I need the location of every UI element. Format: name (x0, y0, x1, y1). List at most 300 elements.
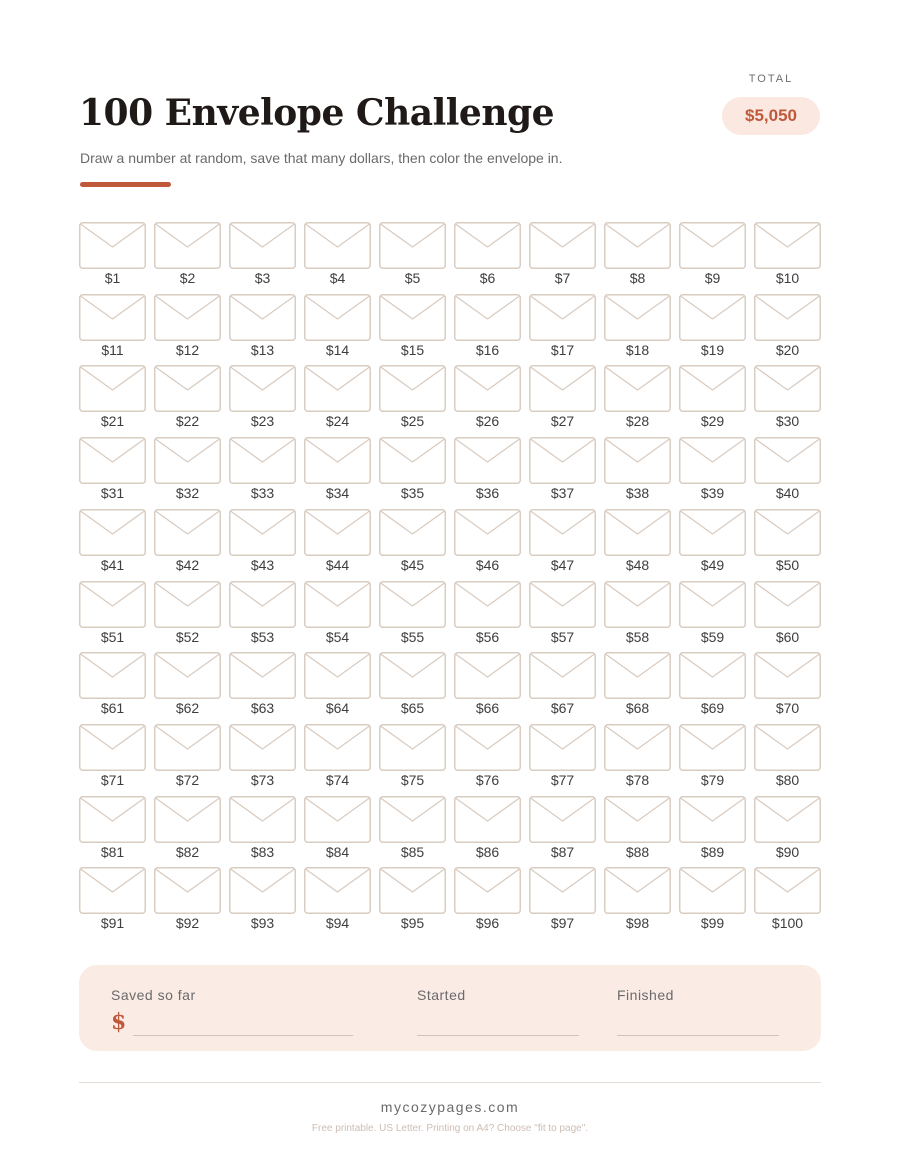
envelope-amount: $58 (625, 628, 650, 645)
envelope-icon (154, 509, 221, 556)
envelope-35[interactable] (379, 437, 446, 501)
envelope-icon (679, 652, 746, 699)
envelope-96[interactable] (454, 867, 521, 931)
envelope-amount: $47 (550, 556, 575, 573)
envelope-74[interactable] (304, 724, 371, 788)
envelope-amount: $32 (175, 485, 200, 502)
envelope-icon (754, 365, 821, 412)
envelope-amount: $76 (475, 771, 500, 788)
footer-site[interactable]: mycozypages.com (380, 1099, 520, 1115)
envelope-28[interactable] (604, 365, 671, 429)
envelope-icon (79, 509, 146, 556)
envelope-56[interactable] (454, 581, 521, 645)
envelope-icon (754, 867, 821, 914)
envelope-icon (154, 294, 221, 341)
envelope-icon (379, 365, 446, 412)
envelope-amount: $11 (101, 341, 124, 358)
envelope-86[interactable] (454, 796, 521, 860)
envelope-31[interactable] (79, 437, 146, 501)
envelope-amount: $1 (104, 270, 121, 286)
envelope-9[interactable] (679, 222, 746, 286)
envelope-amount: $8 (629, 270, 646, 286)
envelope-amount: $12 (175, 341, 200, 358)
envelope-58[interactable] (604, 581, 671, 645)
envelope-amount: $41 (100, 556, 125, 573)
envelope-98[interactable] (604, 867, 671, 931)
envelope-amount: $3 (254, 270, 271, 286)
envelope-4[interactable] (304, 222, 371, 286)
footer-divider (79, 1082, 821, 1083)
envelope-amount: $96 (475, 915, 500, 932)
envelope-52[interactable] (154, 581, 221, 645)
envelope-80[interactable] (754, 724, 821, 788)
envelope-60[interactable] (754, 581, 821, 645)
envelope-82[interactable] (154, 796, 221, 860)
envelope-icon (679, 509, 746, 556)
envelope-icon (454, 581, 521, 628)
saved-so-far-field[interactable] (133, 1035, 353, 1036)
envelope-26[interactable] (454, 365, 521, 429)
envelope-icon (754, 509, 821, 556)
envelope-icon (304, 365, 371, 412)
envelope-71[interactable] (79, 724, 146, 788)
envelope-amount: $89 (700, 843, 725, 860)
envelope-icon (754, 294, 821, 341)
envelope-19[interactable] (679, 294, 746, 358)
envelope-icon (154, 365, 221, 412)
envelope-amount: $62 (175, 700, 200, 717)
envelope-8[interactable] (604, 222, 671, 286)
envelope-amount: $50 (775, 556, 800, 573)
started-date-field[interactable] (417, 1035, 579, 1036)
envelope-icon (154, 581, 221, 628)
envelope-24[interactable] (304, 365, 371, 429)
finished-label: Finished (617, 987, 674, 1003)
envelope-icon (454, 867, 521, 914)
envelope-amount: $74 (325, 771, 350, 788)
envelope-icon (304, 652, 371, 699)
envelope-icon (529, 581, 596, 628)
envelope-amount: $23 (250, 413, 275, 430)
envelope-93[interactable] (229, 867, 296, 931)
envelope-icon (379, 652, 446, 699)
envelope-icon (304, 222, 371, 269)
saved-so-far-label: Saved so far (111, 987, 196, 1003)
envelope-43[interactable] (229, 509, 296, 573)
envelope-icon (604, 509, 671, 556)
envelope-39[interactable] (679, 437, 746, 501)
envelope-icon (454, 294, 521, 341)
envelope-77[interactable] (529, 724, 596, 788)
envelope-icon (154, 796, 221, 843)
envelope-amount: $46 (475, 556, 500, 573)
envelope-amount: $19 (700, 341, 725, 358)
envelope-17[interactable] (529, 294, 596, 358)
envelope-amount: $15 (400, 341, 425, 358)
envelope-amount: $75 (400, 771, 425, 788)
envelope-icon (754, 437, 821, 484)
envelope-icon (754, 652, 821, 699)
envelope-amount: $14 (325, 341, 350, 358)
envelope-icon (304, 294, 371, 341)
envelope-amount: $17 (550, 341, 575, 358)
envelope-amount: $49 (700, 556, 725, 573)
envelope-amount: $16 (475, 341, 500, 358)
envelope-47[interactable] (529, 509, 596, 573)
envelope-icon (379, 724, 446, 771)
envelope-icon (679, 581, 746, 628)
envelope-amount: $64 (325, 700, 350, 717)
accent-divider (80, 182, 171, 187)
envelope-amount: $35 (400, 485, 425, 502)
envelope-97[interactable] (529, 867, 596, 931)
envelope-icon (304, 867, 371, 914)
envelope-amount: $95 (400, 915, 425, 932)
envelope-icon (604, 867, 671, 914)
envelope-icon (679, 796, 746, 843)
envelope-87[interactable] (529, 796, 596, 860)
envelope-57[interactable] (529, 581, 596, 645)
dollar-sign: $ (111, 1009, 127, 1035)
envelope-66[interactable] (454, 652, 521, 716)
envelope-icon (229, 509, 296, 556)
envelope-amount: $77 (550, 771, 575, 788)
envelope-amount: $66 (475, 700, 500, 717)
envelope-icon (454, 796, 521, 843)
envelope-amount: $83 (250, 843, 275, 860)
finished-date-field[interactable] (617, 1035, 779, 1036)
envelope-icon (229, 652, 296, 699)
envelope-icon (529, 509, 596, 556)
envelope-icon (604, 724, 671, 771)
envelope-icon (679, 365, 746, 412)
envelope-icon (604, 581, 671, 628)
envelope-amount: $97 (550, 915, 575, 932)
envelope-amount: $71 (100, 771, 125, 788)
page-title: 100 Envelope Challenge (79, 92, 555, 134)
envelope-amount: $55 (400, 628, 425, 645)
envelope-63[interactable] (229, 652, 296, 716)
envelope-amount: $86 (475, 843, 500, 860)
envelope-grid (79, 222, 821, 942)
envelope-100[interactable] (754, 867, 821, 931)
progress-panel (79, 965, 821, 1051)
envelope-44[interactable] (304, 509, 371, 573)
envelope-amount: $38 (625, 485, 650, 502)
envelope-amount: $65 (400, 700, 425, 717)
envelope-icon (229, 365, 296, 412)
envelope-95[interactable] (379, 867, 446, 931)
envelope-icon (229, 437, 296, 484)
envelope-amount: $59 (700, 628, 725, 645)
envelope-72[interactable] (154, 724, 221, 788)
envelope-icon (529, 867, 596, 914)
envelope-41[interactable] (79, 509, 146, 573)
envelope-amount: $25 (400, 413, 425, 430)
envelope-amount: $39 (700, 485, 725, 502)
envelope-amount: $4 (329, 270, 346, 286)
envelope-37[interactable] (529, 437, 596, 501)
envelope-34[interactable] (304, 437, 371, 501)
envelope-53[interactable] (229, 581, 296, 645)
envelope-icon (229, 581, 296, 628)
envelope-amount: $36 (475, 485, 500, 502)
envelope-amount: $80 (775, 771, 800, 788)
envelope-icon (229, 294, 296, 341)
envelope-amount: $69 (700, 700, 725, 717)
envelope-amount: $61 (100, 700, 125, 717)
envelope-amount: $43 (250, 556, 275, 573)
envelope-amount: $63 (250, 700, 275, 717)
envelope-icon (679, 437, 746, 484)
envelope-icon (379, 222, 446, 269)
envelope-6[interactable] (454, 222, 521, 286)
envelope-89[interactable] (679, 796, 746, 860)
envelope-68[interactable] (604, 652, 671, 716)
envelope-icon (229, 222, 296, 269)
envelope-amount: $18 (625, 341, 650, 358)
envelope-29[interactable] (679, 365, 746, 429)
envelope-3[interactable] (229, 222, 296, 286)
envelope-92[interactable] (154, 867, 221, 931)
envelope-amount: $67 (550, 700, 575, 717)
envelope-79[interactable] (679, 724, 746, 788)
envelope-75[interactable] (379, 724, 446, 788)
envelope-amount: $34 (325, 485, 350, 502)
envelope-76[interactable] (454, 724, 521, 788)
envelope-icon (379, 581, 446, 628)
envelope-amount: $68 (625, 700, 650, 717)
envelope-icon (379, 294, 446, 341)
envelope-amount: $54 (325, 628, 350, 645)
envelope-amount: $51 (100, 628, 125, 645)
envelope-51[interactable] (79, 581, 146, 645)
envelope-90[interactable] (754, 796, 821, 860)
envelope-icon (79, 581, 146, 628)
envelope-amount: $91 (100, 915, 125, 932)
envelope-icon (229, 867, 296, 914)
envelope-icon (154, 222, 221, 269)
total-badge: $5,050 (722, 97, 820, 135)
envelope-amount: $73 (250, 771, 275, 788)
envelope-64[interactable] (304, 652, 371, 716)
envelope-icon (529, 437, 596, 484)
envelope-icon (304, 509, 371, 556)
envelope-21[interactable] (79, 365, 146, 429)
envelope-icon (79, 365, 146, 412)
envelope-amount: $20 (775, 341, 800, 358)
envelope-amount: $99 (700, 915, 725, 932)
envelope-icon (454, 437, 521, 484)
envelope-16[interactable] (454, 294, 521, 358)
envelope-54[interactable] (304, 581, 371, 645)
envelope-icon (304, 437, 371, 484)
envelope-33[interactable] (229, 437, 296, 501)
envelope-15[interactable] (379, 294, 446, 358)
envelope-84[interactable] (304, 796, 371, 860)
envelope-49[interactable] (679, 509, 746, 573)
envelope-65[interactable] (379, 652, 446, 716)
envelope-18[interactable] (604, 294, 671, 358)
envelope-91[interactable] (79, 867, 146, 931)
envelope-icon (679, 222, 746, 269)
envelope-22[interactable] (154, 365, 221, 429)
envelope-amount: $28 (625, 413, 650, 430)
envelope-icon (604, 437, 671, 484)
envelope-icon (79, 867, 146, 914)
envelope-amount: $48 (625, 556, 650, 573)
envelope-25[interactable] (379, 365, 446, 429)
envelope-amount: $92 (175, 915, 200, 932)
envelope-amount: $7 (554, 270, 571, 286)
envelope-icon (379, 437, 446, 484)
envelope-amount: $21 (100, 413, 125, 430)
envelope-12[interactable] (154, 294, 221, 358)
envelope-amount: $31 (100, 485, 125, 502)
envelope-67[interactable] (529, 652, 596, 716)
envelope-icon (679, 867, 746, 914)
envelope-icon (604, 294, 671, 341)
envelope-icon (79, 437, 146, 484)
envelope-23[interactable] (229, 365, 296, 429)
envelope-11[interactable] (79, 294, 146, 358)
envelope-70[interactable] (754, 652, 821, 716)
envelope-amount: $30 (775, 413, 800, 430)
envelope-78[interactable] (604, 724, 671, 788)
envelope-94[interactable] (304, 867, 371, 931)
envelope-88[interactable] (604, 796, 671, 860)
envelope-99[interactable] (679, 867, 746, 931)
envelope-50[interactable] (754, 509, 821, 573)
envelope-46[interactable] (454, 509, 521, 573)
envelope-icon (79, 724, 146, 771)
envelope-14[interactable] (304, 294, 371, 358)
envelope-amount: $98 (625, 915, 650, 932)
footer-note: Free printable. US Letter. Printing on A4? Choose "fit to page". (311, 1123, 589, 1134)
envelope-amount: $87 (550, 843, 575, 860)
envelope-icon (754, 724, 821, 771)
envelope-amount: $45 (400, 556, 425, 573)
envelope-amount: $40 (775, 485, 800, 502)
envelope-amount: $93 (250, 915, 275, 932)
envelope-amount: $81 (100, 843, 125, 860)
envelope-1[interactable] (79, 222, 146, 286)
envelope-amount: $57 (550, 628, 575, 645)
envelope-10[interactable] (754, 222, 821, 286)
envelope-icon (454, 652, 521, 699)
envelope-27[interactable] (529, 365, 596, 429)
envelope-amount: $100 (771, 915, 804, 932)
envelope-amount: $82 (175, 843, 200, 860)
envelope-42[interactable] (154, 509, 221, 573)
envelope-amount: $94 (325, 915, 350, 932)
envelope-icon (529, 365, 596, 412)
envelope-icon (604, 365, 671, 412)
envelope-amount: $52 (175, 628, 200, 645)
envelope-amount: $6 (479, 270, 496, 286)
envelope-icon (304, 581, 371, 628)
envelope-icon (79, 222, 146, 269)
envelope-48[interactable] (604, 509, 671, 573)
envelope-icon (379, 867, 446, 914)
envelope-81[interactable] (79, 796, 146, 860)
envelope-40[interactable] (754, 437, 821, 501)
envelope-icon (379, 509, 446, 556)
envelope-amount: $9 (704, 270, 721, 286)
envelope-icon (229, 796, 296, 843)
envelope-amount: $13 (250, 341, 275, 358)
envelope-amount: $84 (325, 843, 350, 860)
envelope-icon (604, 222, 671, 269)
envelope-amount: $26 (475, 413, 500, 430)
envelope-amount: $33 (250, 485, 275, 502)
envelope-7[interactable] (529, 222, 596, 286)
envelope-amount: $22 (175, 413, 200, 430)
envelope-icon (454, 222, 521, 269)
envelope-amount: $29 (700, 413, 725, 430)
envelope-83[interactable] (229, 796, 296, 860)
envelope-69[interactable] (679, 652, 746, 716)
envelope-icon (154, 437, 221, 484)
envelope-icon (604, 652, 671, 699)
envelope-45[interactable] (379, 509, 446, 573)
envelope-5[interactable] (379, 222, 446, 286)
envelope-amount: $78 (625, 771, 650, 788)
envelope-amount: $42 (175, 556, 200, 573)
envelope-amount: $85 (400, 843, 425, 860)
envelope-30[interactable] (754, 365, 821, 429)
envelope-38[interactable] (604, 437, 671, 501)
envelope-amount: $60 (775, 628, 800, 645)
envelope-icon (304, 796, 371, 843)
envelope-32[interactable] (154, 437, 221, 501)
envelope-icon (529, 724, 596, 771)
page-subtitle: Draw a number at random, save that many dollars, then color the envelope in. (80, 150, 563, 166)
envelope-icon (154, 652, 221, 699)
envelope-amount: $70 (775, 700, 800, 717)
envelope-icon (154, 867, 221, 914)
envelope-icon (154, 724, 221, 771)
envelope-icon (454, 509, 521, 556)
envelope-2[interactable] (154, 222, 221, 286)
envelope-amount: $88 (625, 843, 650, 860)
envelope-55[interactable] (379, 581, 446, 645)
envelope-amount: $2 (179, 270, 196, 286)
envelope-icon (79, 294, 146, 341)
envelope-20[interactable] (754, 294, 821, 358)
envelope-73[interactable] (229, 724, 296, 788)
envelope-amount: $56 (475, 628, 500, 645)
envelope-icon (79, 796, 146, 843)
envelope-13[interactable] (229, 294, 296, 358)
envelope-icon (529, 652, 596, 699)
envelope-icon (604, 796, 671, 843)
envelope-icon (529, 796, 596, 843)
envelope-85[interactable] (379, 796, 446, 860)
envelope-61[interactable] (79, 652, 146, 716)
envelope-amount: $37 (550, 485, 575, 502)
envelope-icon (754, 581, 821, 628)
envelope-icon (679, 294, 746, 341)
envelope-amount: $27 (550, 413, 575, 430)
envelope-icon (79, 652, 146, 699)
envelope-amount: $5 (404, 270, 421, 286)
envelope-59[interactable] (679, 581, 746, 645)
envelope-62[interactable] (154, 652, 221, 716)
envelope-amount: $44 (325, 556, 350, 573)
envelope-36[interactable] (454, 437, 521, 501)
envelope-amount: $72 (175, 771, 200, 788)
